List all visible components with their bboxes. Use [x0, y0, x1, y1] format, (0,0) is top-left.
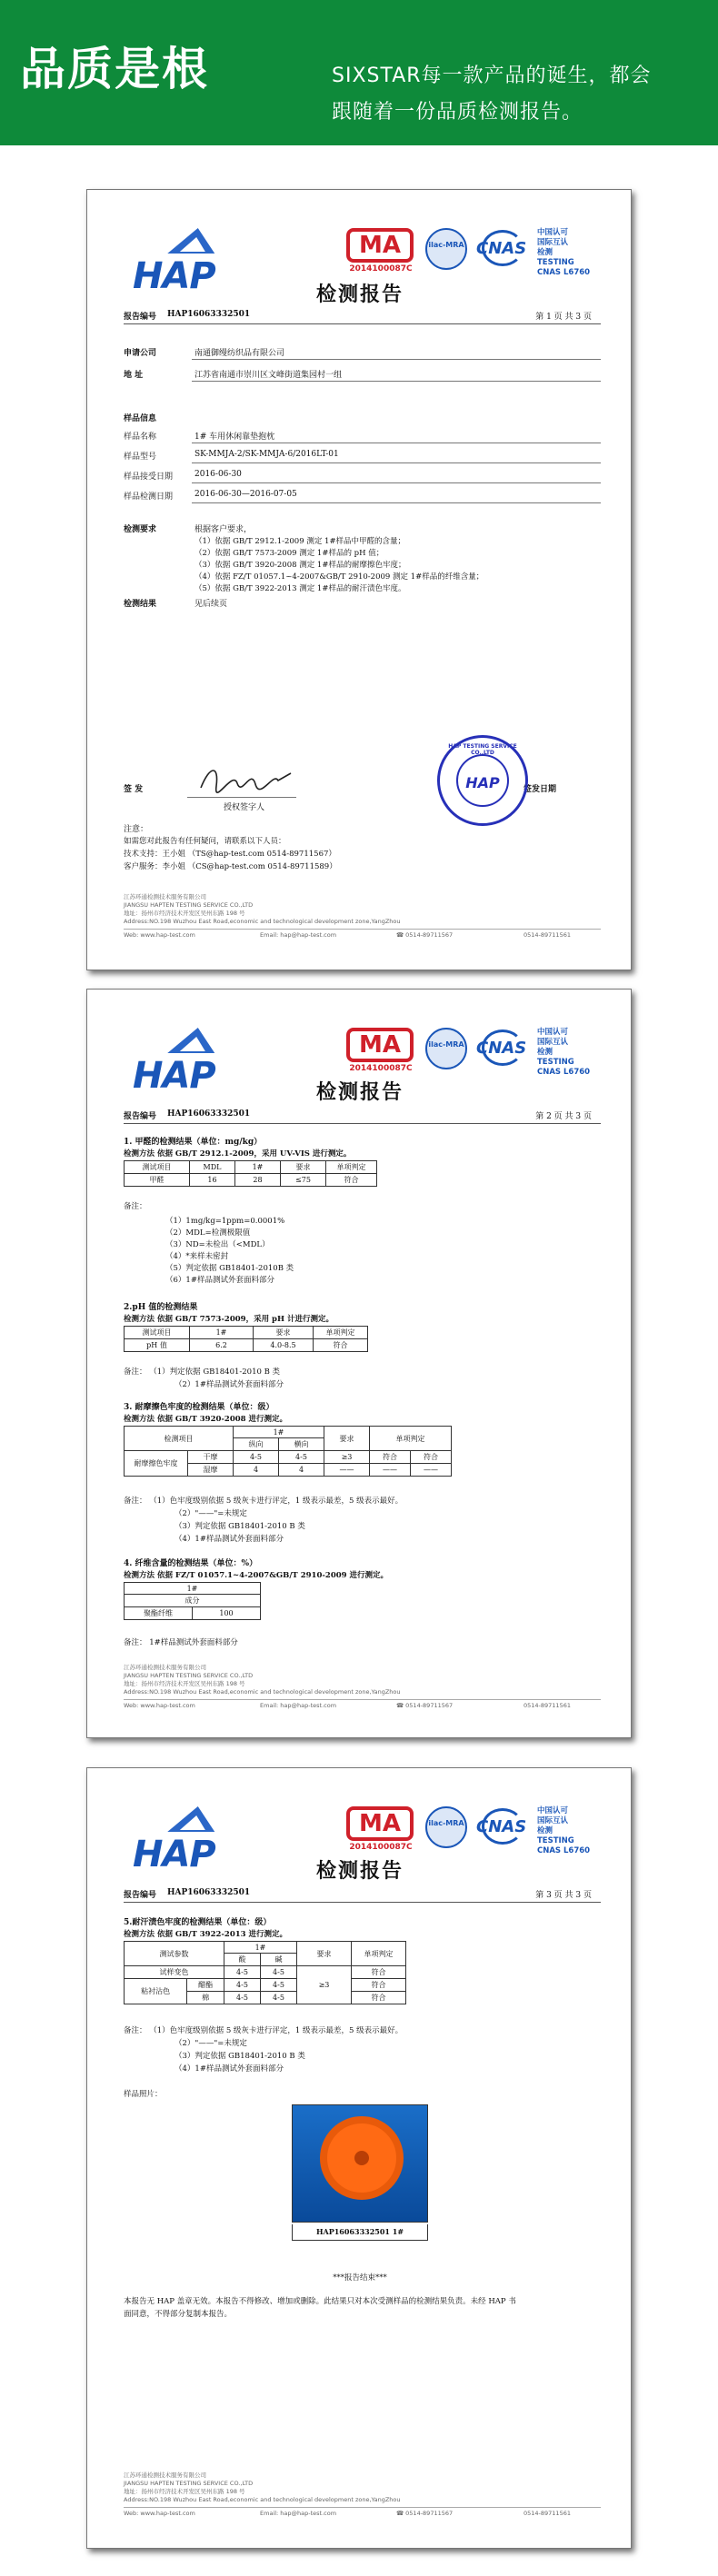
cnas-logo: [476, 1808, 529, 1845]
requirement-item: （3）依据 GB/T 3920-2008 测定 1#样品的耐摩擦色牢度；: [194, 561, 406, 570]
requirement-item: （4）依据 FZ/T 01057.1~4-2007&GB/T 2910-2009 测定 1#样品的纤维含量；: [194, 572, 484, 582]
table-cell: 棉: [187, 1992, 224, 2004]
footer-fax: 0514-89711561: [524, 2510, 571, 2517]
receive-date-label: 样品接受日期: [124, 472, 174, 482]
hap-logo-text: HAP: [133, 255, 215, 297]
table-cell: 醋酯: [187, 1979, 224, 1992]
cnas-text: CNAS: [476, 1817, 527, 1836]
notes-label: 注意：: [124, 825, 149, 834]
fiber-table: [124, 1582, 261, 1620]
table-cell: 符合: [326, 1174, 377, 1187]
banner-line-2: 跟随着一份品质检测报告。: [332, 101, 583, 124]
result-value: 见后续页: [194, 600, 228, 609]
lab-address-en: Address:NO.198 Wuzhou East Road,economic and technological development zone,YangZhou: [124, 2496, 401, 2503]
lab-footer: [124, 1664, 601, 1696]
table-head-cell: 1#: [235, 1161, 281, 1174]
sample-model-label: 样品型号: [124, 453, 157, 462]
ma-number: 2014100087C: [349, 1843, 413, 1852]
table-cell: 甲醛: [125, 1174, 190, 1187]
ma-text: MA: [359, 1810, 401, 1837]
note-line: 备注： 1#样品测试外套面料部分: [124, 1638, 238, 1647]
table-cell: ——: [370, 1464, 411, 1477]
disclaimer-line: 面同意，不得部分复制本报告。: [124, 2310, 233, 2319]
accreditation-text: [537, 1028, 628, 1078]
applicant-label: 申请公司: [124, 349, 157, 358]
acc-line: 中国认可: [537, 228, 569, 237]
report-title: 检测报告: [315, 283, 404, 306]
note-line: （5）判定依据 GB18401-2010B 类: [165, 1264, 294, 1273]
formaldehyde-method: 检测方法 依据 GB/T 2912.1-2009，采用 UV-VIS 进行测定。: [124, 1149, 352, 1159]
cnas-logo: [476, 1029, 529, 1066]
note-line: 备注： （1）色牢度级别依据 5 级灰卡进行评定，1 级表示最差，5 级表示最好。: [124, 2026, 404, 2035]
note-line: 客户服务：李小姐 （CS@hap-test.com 0514-89711589）: [124, 862, 337, 871]
hap-stamp: [437, 735, 528, 826]
table-cell: ≤75: [281, 1174, 326, 1187]
table-head-cell: 要求: [254, 1327, 314, 1339]
lab-footer: [124, 2472, 601, 2504]
table-head-cell: 测试项目: [125, 1327, 190, 1339]
issue-date-label: 签发日期: [524, 785, 557, 794]
sample-model-value: SK-MMJA-2/SK-MMJA-6/2016LT-01: [194, 450, 339, 459]
acc-line: CNAS L6760: [537, 1846, 591, 1855]
lab-address-en: Address:NO.198 Wuzhou East Road,economic and technological development zone,YangZhou: [124, 918, 401, 925]
table-cell: ≥3: [324, 1451, 370, 1464]
table-cell: 4.0-8.5: [254, 1339, 314, 1352]
table-cell: 符合: [314, 1339, 368, 1352]
table-cell: ——: [411, 1464, 452, 1477]
fiber-title: 4. 纤维含量的检测结果（单位：%）: [124, 1559, 258, 1568]
requirements-intro: 根据客户要求，: [194, 525, 253, 534]
table-head-cell: 1#: [190, 1327, 254, 1339]
acc-line: TESTING: [537, 1836, 574, 1845]
ma-number: 2014100087C: [349, 1064, 413, 1073]
cnas-text: CNAS: [476, 1039, 527, 1058]
report-title: 检测报告: [315, 1860, 404, 1883]
ma-certification-mark: [346, 228, 414, 274]
accreditation-text: [537, 1806, 628, 1856]
table-cell: 符合: [352, 1979, 406, 1992]
note-line: （2）MDL=检测极限值: [165, 1228, 251, 1238]
table-cell: 4: [279, 1464, 324, 1477]
underline: [192, 359, 601, 360]
note-line: 如需您对此报告有任何疑问，请联系以下人员：: [124, 837, 286, 846]
note-line: （6）1#样品测试外套面料部分: [165, 1276, 274, 1285]
rubbing-title: 3. 耐摩擦色牢度的检测结果（单位：级）: [124, 1403, 274, 1412]
report-no-label: 报告编号: [124, 313, 157, 322]
hap-logo-text: HAP: [133, 1055, 215, 1097]
ma-text: MA: [359, 1031, 401, 1059]
acc-line: 中国认可: [537, 1806, 569, 1815]
table-head-cell: 1#: [224, 1942, 297, 1954]
table-head-cell: 要求: [297, 1942, 352, 1966]
table-cell: 试样变色: [125, 1966, 224, 1979]
table-head-cell: MDL: [190, 1161, 235, 1174]
requirement-item: （2）依据 GB/T 7573-2009 测定 1#样品的 pH 值；: [194, 549, 384, 558]
report-header-row: [124, 306, 601, 324]
ilac-mra-logo: [425, 1806, 467, 1848]
ph-table: [124, 1326, 368, 1352]
note-line: （4）*来样未密封: [165, 1252, 229, 1261]
table-cell: 干摩: [188, 1451, 234, 1464]
note-line: 备注： （1）色牢度级别依据 5 级灰卡进行评定，1 级表示最差，5 级表示最好。: [124, 1497, 404, 1506]
table-cell: 粘衬沾色: [125, 1979, 187, 2004]
ilac-text: ilac-MRA: [428, 1819, 464, 1827]
underline: [192, 462, 601, 463]
report-no-label: 报告编号: [124, 1891, 157, 1900]
table-cell: 符合: [352, 1992, 406, 2004]
lab-name-en: JIANGSU HAPTEN TESTING SERVICE CO.,LTD: [124, 1672, 254, 1679]
table-cell: 16: [190, 1174, 235, 1187]
table-cell: 4-5: [261, 1992, 297, 2004]
table-cell: 4-5: [261, 1966, 297, 1979]
note-line: （2）"——"=未规定: [175, 1509, 247, 1518]
table-cell: 4-5: [234, 1451, 279, 1464]
underline: [192, 482, 601, 483]
lab-address-en: Address:NO.198 Wuzhou East Road,economic and technological development zone,YangZhou: [124, 1688, 401, 1696]
table-head-cell: 纵向: [234, 1438, 279, 1451]
table-head-cell: 1#: [125, 1583, 261, 1595]
table-cell: 4-5: [224, 1966, 261, 1979]
ma-certification-mark: [346, 1806, 414, 1852]
lab-address-cn: 地址：扬州市经济技术开发区吴州东路 198 号: [124, 2488, 245, 2495]
table-cell: 耐摩擦色牢度: [125, 1451, 188, 1477]
table-head-cell: 单项判定: [314, 1327, 368, 1339]
formaldehyde-title: 1. 甲醛的检测结果（单位：mg/kg）: [124, 1138, 263, 1147]
hap-logo-triangle-inner-icon: [180, 1815, 209, 1830]
table-head-cell: 要求: [281, 1161, 326, 1174]
acc-line: TESTING: [537, 258, 574, 267]
fiber-method: 检测方法 依据 FZ/T 01057.1~4-2007&GB/T 2910-2009 进行测定。: [124, 1571, 389, 1580]
acc-line: CNAS L6760: [537, 268, 591, 277]
table-head-cell: 碱: [261, 1954, 297, 1966]
sample-name-value: 1# 车用休闲靠垫抱枕: [194, 433, 275, 442]
perspiration-title: 5.耐汗渍色牢度的检测结果（单位：级）: [124, 1918, 272, 1927]
report-page-2: [86, 989, 632, 1738]
hap-logo-triangle-inner-icon: [180, 1037, 209, 1051]
page-number: 第 2 页 共 3 页: [535, 1112, 592, 1121]
photo-label: 样品照片：: [124, 2090, 163, 2099]
note-line: 备注： （1）判定依据 GB18401-2010 B 类: [124, 1368, 281, 1377]
footer-divider: [124, 1699, 601, 1700]
wheel-pillow-image-icon: [320, 2116, 404, 2200]
perspiration-table: [124, 1941, 406, 2004]
test-date-label: 样品检测日期: [124, 492, 174, 502]
table-cell: 符合: [411, 1451, 452, 1464]
lab-name-en: JIANGSU HAPTEN TESTING SERVICE CO.,LTD: [124, 2480, 254, 2487]
table-head-cell: 测试项目: [125, 1161, 190, 1174]
ph-title: 2.pH 值的检测结果: [124, 1303, 198, 1312]
footer-tel: ☎ 0514-89711567: [396, 931, 454, 939]
lab-name-cn: 江苏环通检测技术服务有限公司: [124, 2472, 206, 2479]
photo-caption: HAP16063332501 1#: [292, 2224, 428, 2241]
banner-line-1: SIXSTAR每一款产品的诞生，都会: [332, 65, 652, 87]
footer-email: Email: hap@hap-test.com: [260, 931, 337, 939]
report-header-row: [124, 1106, 601, 1124]
signature-icon: [196, 761, 296, 797]
note-line: （2）1#样品测试外套面料部分: [175, 1380, 284, 1389]
report-page-3: [86, 1767, 632, 2549]
receive-date-value: 2016-06-30: [194, 470, 242, 479]
result-label: 检测结果: [124, 600, 157, 609]
lab-name-en: JIANGSU HAPTEN TESTING SERVICE CO.,LTD: [124, 901, 254, 909]
hap-logo-triangle-inner-icon: [180, 237, 209, 252]
table-cell: 4-5: [279, 1451, 324, 1464]
wheel-hub-icon: [354, 2151, 369, 2165]
footer-web: Web: www.hap-test.com: [124, 931, 195, 939]
acc-line: 国际互认: [537, 1038, 569, 1047]
note-line: （1）1mg/kg=1ppm=0.0001%: [165, 1217, 285, 1226]
table-cell: 28: [235, 1174, 281, 1187]
lab-name-cn: 江苏环通检测技术服务有限公司: [124, 893, 206, 900]
table-cell: 100: [193, 1607, 261, 1620]
table-cell: 聚酯纤维: [125, 1607, 193, 1620]
sample-info-heading: 样品信息: [124, 414, 157, 423]
lab-footer: [124, 893, 601, 926]
table-cell: ≥3: [297, 1966, 352, 2004]
requirement-item: （5）依据 GB/T 3922-2013 测定 1#样品的耐汗渍色牢度。: [194, 584, 406, 593]
table-head-cell: 酸: [224, 1954, 261, 1966]
table-cell: 4-5: [224, 1992, 261, 2004]
table-head-cell: 测试参数: [125, 1942, 224, 1966]
footer-fax: 0514-89711561: [524, 1702, 571, 1709]
note-line: （4）1#样品测试外套面料部分: [175, 2064, 284, 2074]
notes-label: 备注：: [124, 1202, 147, 1211]
lab-address-cn: 地址：扬州市经济技术开发区吴州东路 198 号: [124, 1680, 245, 1687]
table-cell: 4-5: [224, 1979, 261, 1992]
underline: [192, 502, 601, 503]
table-cell: ——: [324, 1464, 370, 1477]
footer-tel: ☎ 0514-89711567: [396, 1702, 454, 1709]
ilac-mra-logo: [425, 228, 467, 270]
lab-name-cn: 江苏环通检测技术服务有限公司: [124, 1664, 206, 1671]
stamp-text: HAP: [465, 774, 500, 791]
underline: [192, 381, 601, 382]
disclaimer-line: 本报告无 HAP 盖章无效。本报告不得修改、增加或删除。此结果只对本次受测样品的检测结果负责。未经 HAP 书: [124, 2297, 516, 2306]
footer-web: Web: www.hap-test.com: [124, 2510, 195, 2517]
rubbing-method: 检测方法 依据 GB/T 3920-2008 进行测定。: [124, 1415, 288, 1424]
perspiration-method: 检测方法 依据 GB/T 3922-2013 进行测定。: [124, 1930, 288, 1939]
table-cell: 6.2: [190, 1339, 254, 1352]
report-header-row: [124, 1885, 601, 1903]
requirements-label: 检测要求: [124, 525, 157, 534]
acc-line: 中国认可: [537, 1028, 569, 1037]
report-no: HAP16063332501: [167, 310, 251, 319]
report-no: HAP16063332501: [167, 1109, 251, 1119]
footer-divider: [124, 2507, 601, 2508]
page-number: 第 1 页 共 3 页: [535, 313, 592, 322]
test-date-value: 2016-06-30—2016-07-05: [194, 490, 297, 499]
report-page-1: [86, 189, 632, 970]
table-head-cell: 横向: [279, 1438, 324, 1451]
acc-line: TESTING: [537, 1058, 574, 1067]
rubbing-table: [124, 1426, 452, 1477]
table-cell: 4-5: [261, 1979, 297, 1992]
ma-certification-mark: [346, 1028, 414, 1073]
requirement-item: （1）依据 GB/T 2912.1-2009 测定 1#样品中甲醛的含量；: [194, 537, 406, 546]
accreditation-text: [537, 228, 628, 278]
formaldehyde-table: [124, 1160, 377, 1187]
note-line: （4）1#样品测试外套面料部分: [175, 1535, 284, 1544]
stamp-ring-text: HAP TESTING SERVICE CO.,LTD: [448, 743, 517, 756]
page-number: 第 3 页 共 3 页: [535, 1891, 592, 1900]
ma-text: MA: [359, 232, 401, 259]
table-head-cell: 单项判定: [370, 1427, 452, 1451]
acc-line: 国际互认: [537, 238, 569, 247]
ilac-mra-logo: [425, 1028, 467, 1069]
table-cell: pH 值: [125, 1339, 190, 1352]
report-no: HAP16063332501: [167, 1888, 251, 1897]
table-head-cell: 检测项目: [125, 1427, 234, 1451]
acc-line: CNAS L6760: [537, 1068, 591, 1077]
top-banner: [0, 0, 718, 145]
acc-line: 检测: [537, 1826, 553, 1835]
hap-logo-text: HAP: [133, 1834, 215, 1875]
footer-web: Web: www.hap-test.com: [124, 1702, 195, 1709]
footer-email: Email: hap@hap-test.com: [260, 2510, 337, 2517]
footer-divider: [124, 929, 601, 930]
note-line: （3）ND=未检出（<MDL）: [165, 1240, 270, 1249]
table-head-cell: 1#: [234, 1427, 324, 1438]
footer-email: Email: hap@hap-test.com: [260, 1702, 337, 1709]
banner-title: 品质是根: [20, 43, 209, 95]
address-label: 地 址: [124, 371, 144, 380]
sample-photo: [292, 2104, 428, 2223]
address-value: 江苏省南通市崇川区文峰街道集园村一组: [194, 371, 343, 380]
sample-name-label: 样品名称: [124, 433, 157, 442]
cnas-logo: [476, 230, 529, 266]
table-cell: 符合: [370, 1451, 411, 1464]
applicant-value: 南通御缦纺织品有限公司: [194, 349, 285, 358]
report-end-mark: ***报告结束***: [333, 2273, 387, 2283]
note-line: （3）判定依据 GB18401-2010 B 类: [175, 1522, 305, 1531]
table-head-cell: 单项判定: [352, 1942, 406, 1966]
table-cell: 4: [234, 1464, 279, 1477]
note-line: （3）判定依据 GB18401-2010 B 类: [175, 2052, 305, 2061]
table-head-cell: 单项判定: [326, 1161, 377, 1174]
note-line: （2）"——"=未规定: [175, 2039, 247, 2048]
footer-tel: ☎ 0514-89711567: [396, 2510, 454, 2517]
table-head-cell: 成分: [125, 1595, 261, 1607]
note-line: 技术支持：王小姐 （TS@hap-test.com 0514-89711567）: [124, 850, 336, 859]
ma-number: 2014100087C: [349, 264, 413, 274]
signer-note: 授权签字人: [224, 803, 265, 812]
ilac-text: ilac-MRA: [428, 241, 464, 249]
acc-line: 国际互认: [537, 1816, 569, 1825]
underline: [187, 797, 296, 798]
footer-fax: 0514-89711561: [524, 931, 571, 939]
table-cell: 符合: [352, 1966, 406, 1979]
cnas-text: CNAS: [476, 239, 527, 258]
table-cell: 湿摩: [188, 1464, 234, 1477]
report-title: 检测报告: [315, 1081, 404, 1104]
ilac-text: ilac-MRA: [428, 1040, 464, 1049]
acc-line: 检测: [537, 248, 553, 257]
table-head-cell: 要求: [324, 1427, 370, 1451]
lab-address-cn: 地址：扬州市经济技术开发区吴州东路 198 号: [124, 910, 245, 917]
acc-line: 检测: [537, 1048, 553, 1057]
ph-method: 检测方法 依据 GB/T 7573-2009，采用 pH 计进行测定。: [124, 1315, 334, 1324]
report-no-label: 报告编号: [124, 1112, 157, 1121]
signer-label: 签 发: [124, 785, 144, 794]
